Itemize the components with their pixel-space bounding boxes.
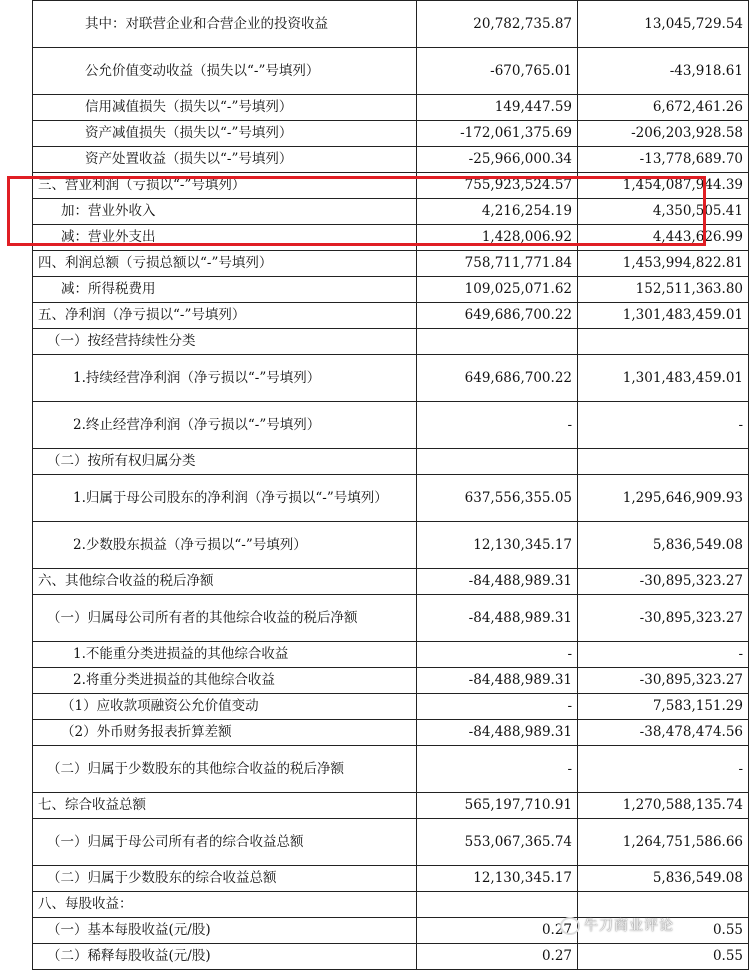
prior-period-value: - <box>578 402 749 449</box>
table-row <box>33 277 749 303</box>
income-statement-table <box>32 0 749 970</box>
current-period-value: - <box>417 642 578 668</box>
table-row <box>33 1 749 48</box>
table-row <box>33 95 749 121</box>
prior-period-value: 6,672,461.26 <box>578 95 749 121</box>
prior-period-value: -30,895,323.27 <box>578 595 749 642</box>
table-row <box>33 522 749 569</box>
current-period-value: 4,216,254.19 <box>417 199 578 225</box>
current-period-value: 1,428,006.92 <box>417 225 578 251</box>
current-period-value <box>417 892 578 918</box>
row-label: （二）归属于少数股东的综合收益总额 <box>33 866 417 892</box>
current-period-value: 649,686,700.22 <box>417 355 578 402</box>
row-label: （二）稀释每股收益(元/股) <box>33 944 417 970</box>
current-period-value: -670,765.01 <box>417 48 578 95</box>
prior-period-value: -30,895,323.27 <box>578 569 749 595</box>
table-row <box>33 944 749 970</box>
current-period-value: 12,130,345.17 <box>417 522 578 569</box>
prior-period-value: - <box>578 642 749 668</box>
prior-period-value: -38,478,474.56 <box>578 720 749 746</box>
table-row <box>33 251 749 277</box>
current-period-value: 553,067,365.74 <box>417 819 578 866</box>
row-label: 八、每股收益： <box>33 892 417 918</box>
current-period-value: 758,711,771.84 <box>417 251 578 277</box>
current-period-value: -172,061,375.69 <box>417 121 578 147</box>
table-row <box>33 892 749 918</box>
prior-period-value: 1,270,588,135.74 <box>578 793 749 819</box>
row-label: 减：营业外支出 <box>33 225 417 251</box>
row-label: （二）归属于少数股东的其他综合收益的税后净额 <box>33 746 417 793</box>
current-period-value <box>417 329 578 355</box>
prior-period-value: -30,895,323.27 <box>578 668 749 694</box>
row-label: 1.持续经营净利润（净亏损以“-”号填列） <box>33 355 417 402</box>
row-label: （一）按经营持续性分类 <box>33 329 417 355</box>
table-row <box>33 720 749 746</box>
current-period-value: - <box>417 746 578 793</box>
weibo-logo-icon <box>560 917 580 935</box>
current-period-value: 637,556,355.05 <box>417 475 578 522</box>
current-period-value: 565,197,710.91 <box>417 793 578 819</box>
current-period-value: -25,966,000.34 <box>417 147 578 173</box>
table-row <box>33 48 749 95</box>
prior-period-value: 5,836,549.08 <box>578 866 749 892</box>
row-label: 2.将重分类进损益的其他综合收益 <box>33 668 417 694</box>
row-label: 资产处置收益（损失以“-”号填列） <box>33 147 417 173</box>
prior-period-value: 13,045,729.54 <box>578 1 749 48</box>
row-label: 六、其他综合收益的税后净额 <box>33 569 417 595</box>
row-label: 三、营业利润（亏损以“-”号填列） <box>33 173 417 199</box>
current-period-value: 109,025,071.62 <box>417 277 578 303</box>
table-row <box>33 866 749 892</box>
prior-period-value: - <box>578 746 749 793</box>
row-label: （2）外币财务报表折算差额 <box>33 720 417 746</box>
highlight-box <box>7 176 706 246</box>
table-row <box>33 569 749 595</box>
row-label: （二）按所有权归属分类 <box>33 449 417 475</box>
prior-period-value <box>578 892 749 918</box>
table-row <box>33 121 749 147</box>
current-period-value: 649,686,700.22 <box>417 303 578 329</box>
prior-period-value <box>578 449 749 475</box>
row-label: 2.终止经营净利润（净亏损以“-”号填列） <box>33 402 417 449</box>
table-row <box>33 449 749 475</box>
current-period-value: 0.27 <box>417 944 578 970</box>
current-period-value: 755,923,524.57 <box>417 173 578 199</box>
current-period-value <box>417 449 578 475</box>
current-period-value: 149,447.59 <box>417 95 578 121</box>
table-row <box>33 642 749 668</box>
table-row <box>33 303 749 329</box>
row-label: （一）归属母公司所有者的其他综合收益的税后净额 <box>33 595 417 642</box>
table-row <box>33 355 749 402</box>
table-row <box>33 746 749 793</box>
row-label: 2.少数股东损益（净亏损以“-”号填列） <box>33 522 417 569</box>
prior-period-value: 4,443,626.99 <box>578 225 749 251</box>
row-label: 四、利润总额（亏损总额以“-”号填列） <box>33 251 417 277</box>
row-label: 其中：对联营企业和合营企业的投资收益 <box>33 1 417 48</box>
table-row <box>33 694 749 720</box>
table-row <box>33 793 749 819</box>
watermark-text: 牛刀商业评论 <box>584 918 674 934</box>
prior-period-value: 0.55 <box>578 918 749 944</box>
prior-period-value: -206,203,928.58 <box>578 121 749 147</box>
table-row <box>33 595 749 642</box>
table-row <box>33 329 749 355</box>
prior-period-value: 0.55 <box>578 944 749 970</box>
prior-period-value <box>578 329 749 355</box>
prior-period-value: 7,583,151.29 <box>578 694 749 720</box>
table-row <box>33 668 749 694</box>
watermark <box>560 915 674 935</box>
prior-period-value: 1,301,483,459.01 <box>578 355 749 402</box>
row-label: 加：营业外收入 <box>33 199 417 225</box>
row-label: 信用减值损失（损失以“-”号填列） <box>33 95 417 121</box>
row-label: 1.不能重分类进损益的其他综合收益 <box>33 642 417 668</box>
row-label: 七、综合收益总额 <box>33 793 417 819</box>
prior-period-value: 152,511,363.80 <box>578 277 749 303</box>
row-label: 1.归属于母公司股东的净利润（净亏损以“-”号填列） <box>33 475 417 522</box>
prior-period-value: -43,918.61 <box>578 48 749 95</box>
row-label: （1）应收款项融资公允价值变动 <box>33 694 417 720</box>
prior-period-value: 1,295,646,909.93 <box>578 475 749 522</box>
current-period-value: -84,488,989.31 <box>417 720 578 746</box>
prior-period-value: 1,453,994,822.81 <box>578 251 749 277</box>
current-period-value: 20,782,735.87 <box>417 1 578 48</box>
table-row <box>33 402 749 449</box>
row-label: （一）基本每股收益(元/股) <box>33 918 417 944</box>
prior-period-value: 1,264,751,586.66 <box>578 819 749 866</box>
row-label: 减：所得税费用 <box>33 277 417 303</box>
row-label: 公允价值变动收益（损失以“-”号填列） <box>33 48 417 95</box>
row-label: （一）归属于母公司所有者的综合收益总额 <box>33 819 417 866</box>
current-period-value: - <box>417 402 578 449</box>
prior-period-value: 1,454,087,944.39 <box>578 173 749 199</box>
current-period-value: -84,488,989.31 <box>417 569 578 595</box>
table-row <box>33 819 749 866</box>
row-label: 资产减值损失（损失以“-”号填列） <box>33 121 417 147</box>
current-period-value: -84,488,989.31 <box>417 595 578 642</box>
prior-period-value: 1,301,483,459.01 <box>578 303 749 329</box>
prior-period-value: -13,778,689.70 <box>578 147 749 173</box>
prior-period-value: 4,350,505.41 <box>578 199 749 225</box>
table-row <box>33 147 749 173</box>
current-period-value: 12,130,345.17 <box>417 866 578 892</box>
current-period-value: 0.27 <box>417 918 578 944</box>
current-period-value: -84,488,989.31 <box>417 668 578 694</box>
table-row <box>33 475 749 522</box>
row-label: 五、净利润（净亏损以“-”号填列） <box>33 303 417 329</box>
current-period-value: - <box>417 694 578 720</box>
prior-period-value: 5,836,549.08 <box>578 522 749 569</box>
